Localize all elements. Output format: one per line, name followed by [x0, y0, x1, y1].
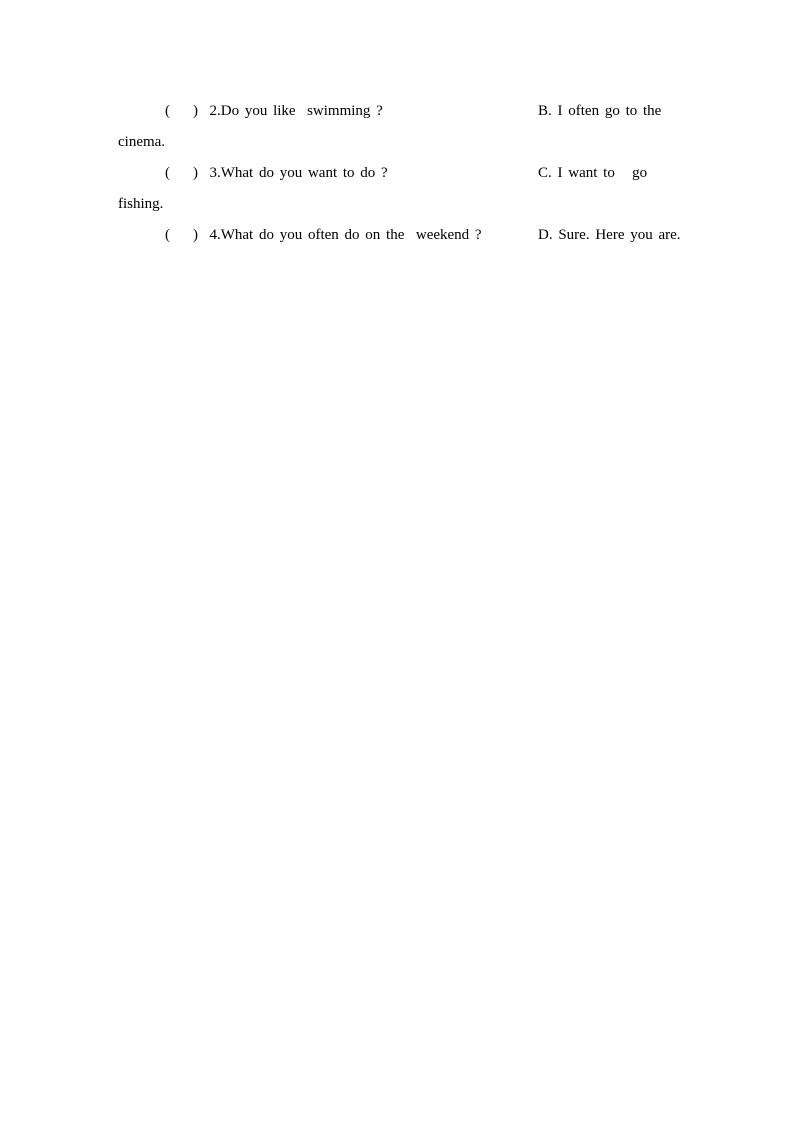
match-question-4: ( ) 4.What do you often do on the weekend ?	[165, 227, 482, 243]
match-question-2: ( ) 2.Do you like swimming ?	[165, 103, 383, 119]
match-answer-d: D. Sure. Here you are.	[538, 227, 681, 243]
match-answer-c-continuation: fishing.	[118, 196, 164, 212]
match-answer-b: B. I often go to the	[538, 103, 662, 119]
match-question-3: ( ) 3.What do you want to do ?	[165, 165, 388, 181]
match-answer-b-continuation: cinema.	[118, 134, 166, 150]
match-answer-c: C. I want to go	[538, 165, 648, 181]
